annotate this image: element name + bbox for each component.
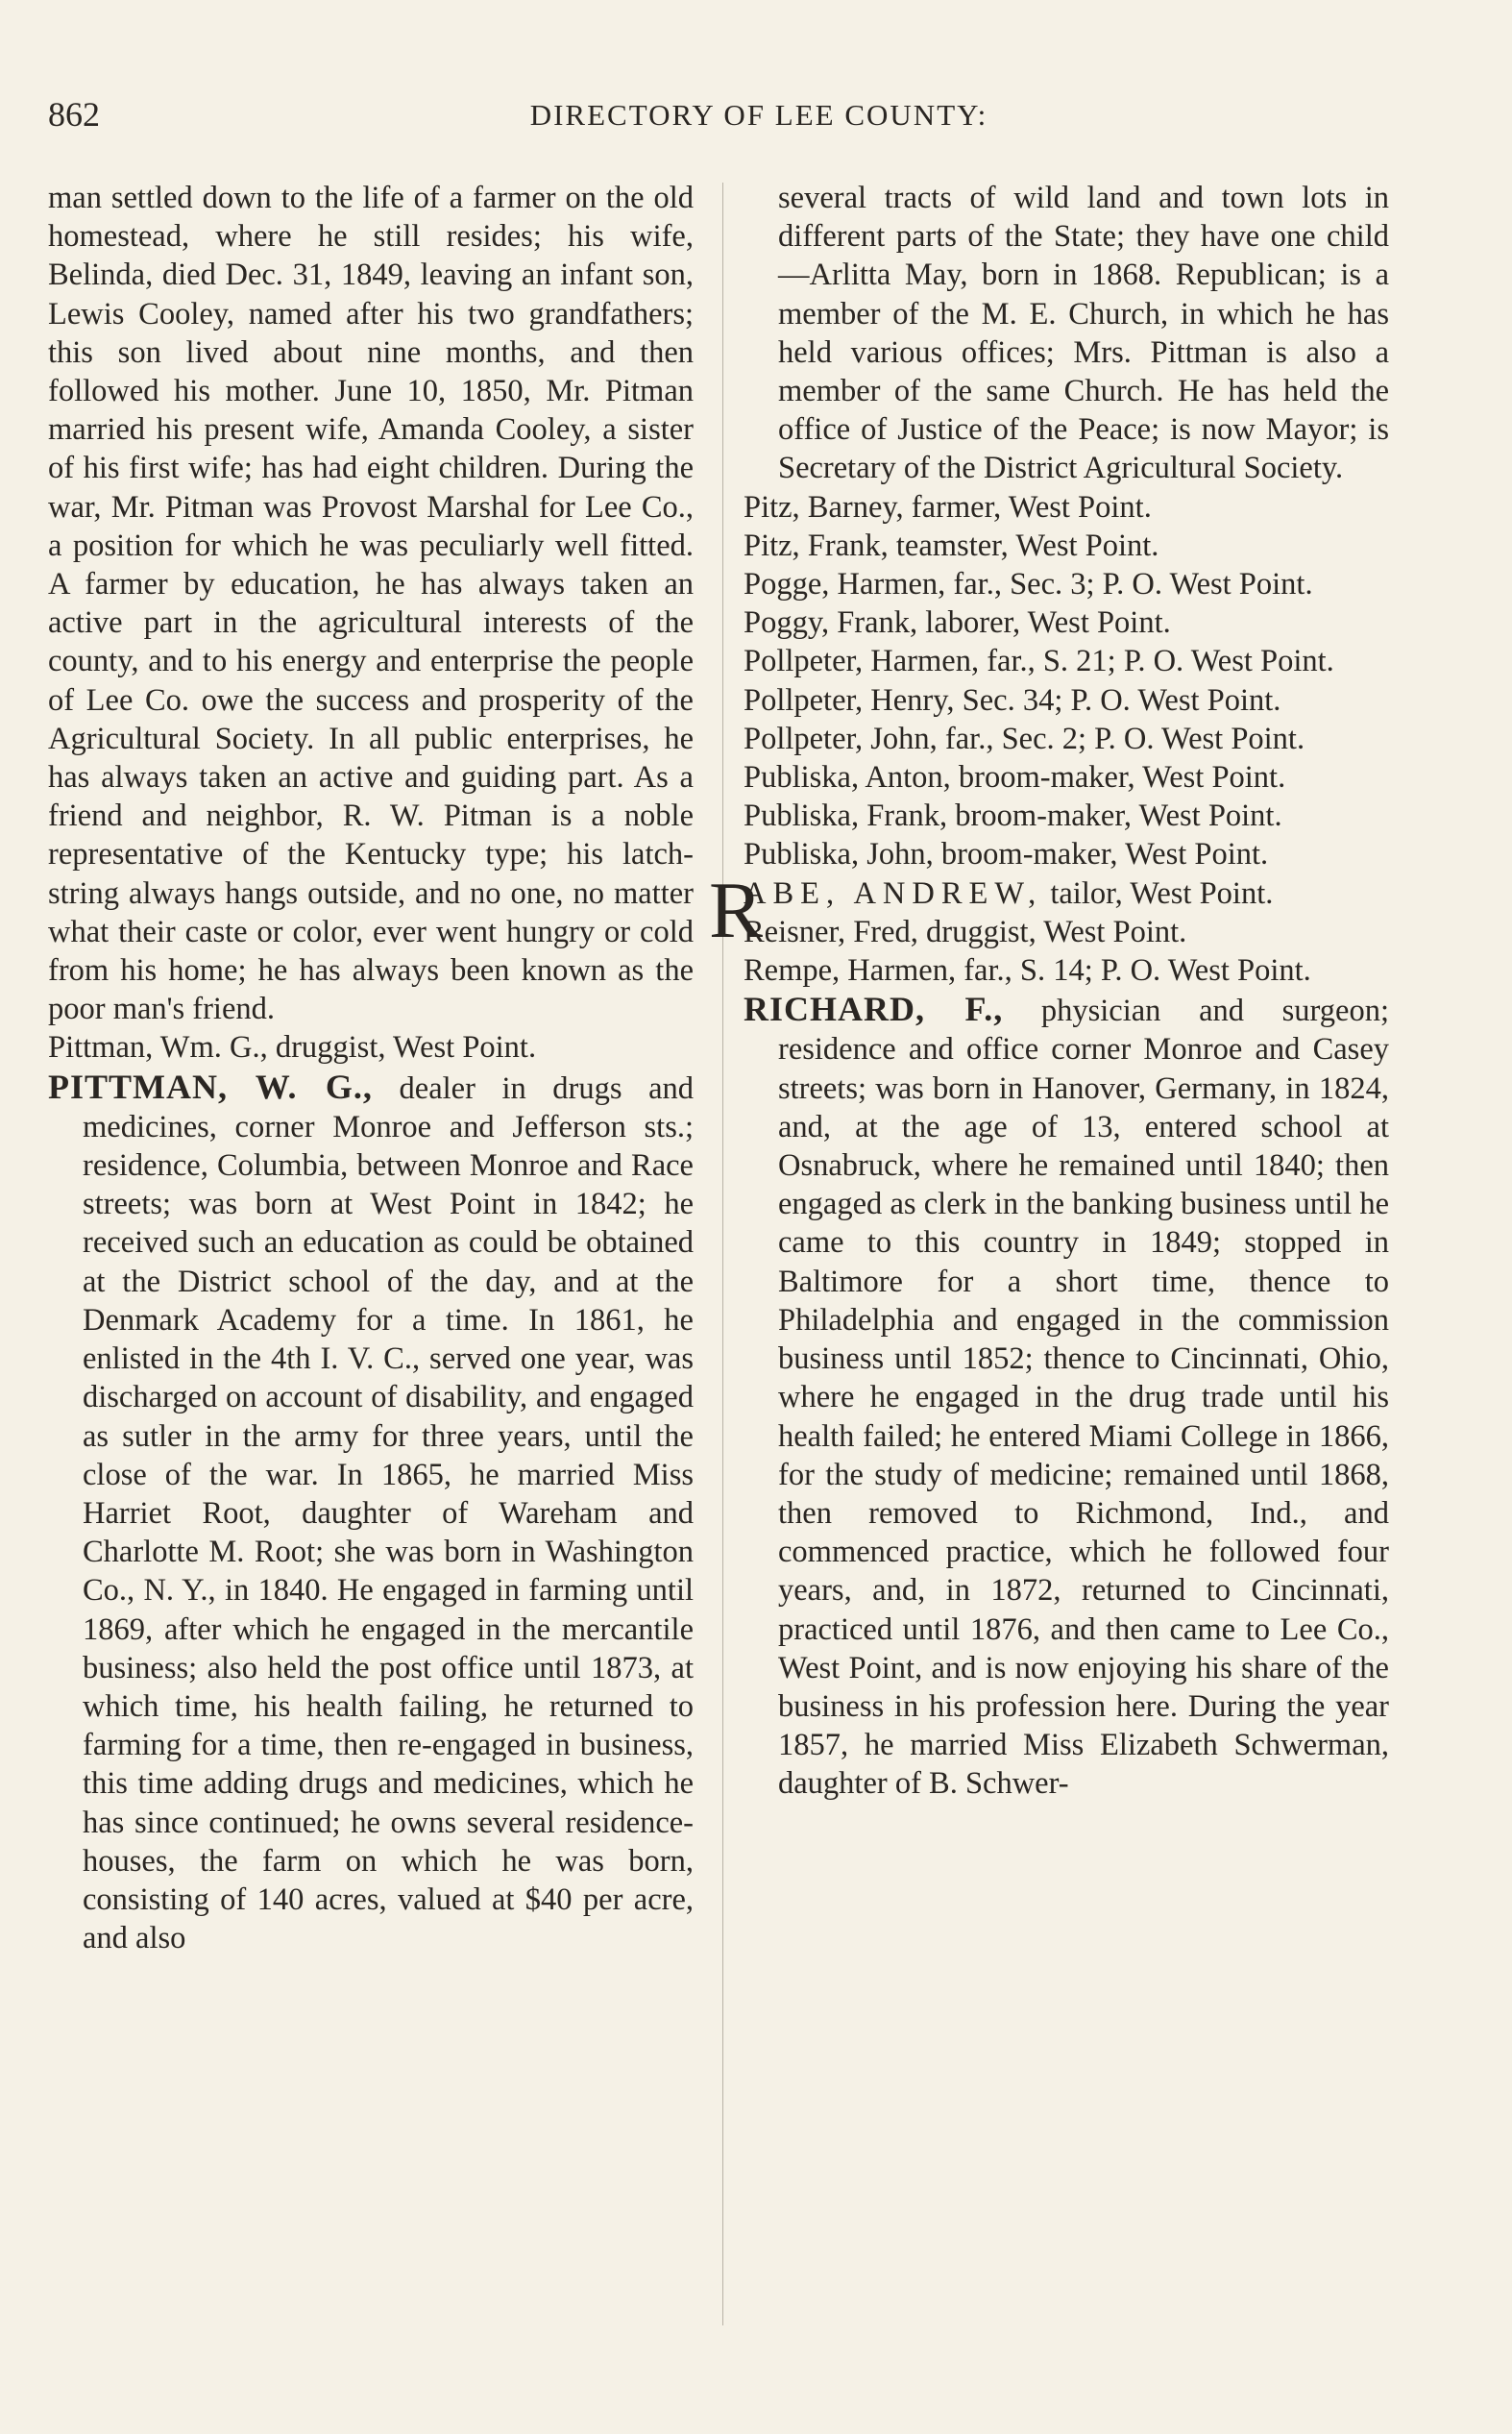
left-column xyxy=(48,179,694,1957)
directory-entry: Publiska, Frank, broom-maker, West Point. xyxy=(744,799,1282,834)
continued-biography-text: man settled down to the life of a farmer on the old homestead, where he still resides; his wife, Belinda, died Dec. 31, 1849, leaving an infant son, Lewis Cooley, named after his two grandfathers; this son lived about nine months, and then followed his mother. June 10, 1850, Mr. Pitman married his present wife, Amanda Cooley, a sister of his first wife; has had eight children. During the war, Mr. Pitman was Provost Marshal for Lee Co., a position for which he was peculiarly well fitted. A farmer by education, he has always taken an active part in the agricultural interests of the county, and to his energy and enterprise the people of Lee Co. owe the success and prosperity of the Agricultural Society. In all public enterprises, he has always taken an active and guiding part. As a friend and neighbor, R. W. Pitman is a noble representative of the Kentucky type; his latch-string always hangs outside, and no one, no matter what their caste or color, ever went hungry or cold from his home; he has always been known as the poor man's friend. xyxy=(48,181,694,1027)
column-divider xyxy=(722,183,723,2325)
directory-entry: Rempe, Harmen, far., S. 14; P. O. West Point. xyxy=(744,953,1311,989)
drop-cap: R xyxy=(709,865,764,955)
continued-biography-text: several tracts of wild land and town lots in different parts of the State; they have one child—Arlitta May, born in 1868. Republican; is a member of the M. E. Church, in which he has held various offices; Mrs. Pittman is also a member of the same Church. He has held the office of Justice of the Peace; is now Mayor; is Secretary of the District Agricultural Society. xyxy=(778,181,1389,486)
directory-entry: Pollpeter, Henry, Sec. 34; P. O. West Point. xyxy=(744,682,1281,718)
directory-entry: Reisner, Fred, druggist, West Point. xyxy=(744,914,1187,949)
directory-entry: Publiska, John, broom-maker, West Point. xyxy=(744,837,1269,873)
biography-name: RICHARD, F., xyxy=(744,990,1004,1029)
directory-entry: Pitz, Barney, farmer, West Point. xyxy=(744,489,1152,525)
biography-entry-pittman xyxy=(48,1068,694,1958)
directory-entry: Pittman, Wm. G., druggist, West Point. xyxy=(48,1030,537,1066)
biography-text: physician and surgeon; residence and office corner Monroe and Casey streets; was born in Hanover, Germany, in 1824, and, at the age of 13, entered school at Osnabruck, where he remained until 1840; then engaged as clerk in the banking business until he came to this country in 1849; stopped in Baltimore for a short time, thence to Philadelphia and engaged in the commission business until 1852; thence to Cincinnati, Ohio, where he engaged in the drug trade until his health failed; he entered Miami College in 1866, for the study of medicine; remained until 1868, then removed to Richmond, Ind., and commenced practice, which he followed four years, and, in 1872, returned to Cincinnati, practiced until 1876, and then came to Lee Co., West Point, and is now enjoying his share of the business in his profession here. During the year 1857, he married Miss Elizabeth Schwerman, daughter of B. Schwer- xyxy=(778,994,1389,1802)
directory-entry: Pogge, Harmen, far., Sec. 3; P. O. West Point. xyxy=(744,567,1313,602)
page-header xyxy=(48,94,1470,144)
directory-entry: Pollpeter, John, far., Sec. 2; P. O. West Point. xyxy=(744,721,1305,756)
page-number: 862 xyxy=(48,95,100,134)
entry-name-caps: ABE, ANDREW, xyxy=(744,875,1043,911)
right-column xyxy=(709,179,1389,1804)
entry-text: tailor, West Point. xyxy=(1042,875,1274,911)
directory-entry: Pitz, Frank, teamster, West Point. xyxy=(744,528,1159,563)
directory-entry: Pollpeter, Harmen, far., S. 21; P. O. West Point. xyxy=(744,644,1334,679)
directory-entry: Publiska, Anton, broom-maker, West Point. xyxy=(744,760,1286,796)
running-head: DIRECTORY OF LEE COUNTY: xyxy=(529,98,988,132)
directory-entry: Poggy, Frank, laborer, West Point. xyxy=(744,605,1171,641)
biography-text: dealer in drugs and medicines, corner Monroe and Jefferson sts.; residence, Columbia, between Monroe and Race streets; was born at West Point in 1842; he received such an education as could be obtained at the District school of the day, and at the Denmark Academy for a time. In 1861, he enlisted in the 4th I. V. C., served one year, was discharged on account of disability, and engaged as sutler in the army for three years, until the close of the war. In 1865, he married Miss Harriet Root, daughter of Wareham and Charlotte M. Root; she was born in Washington Co., N. Y., in 1840. He engaged in farming until 1869, after which he engaged in the mercantile business; also held the post office until 1873, at which time, his health failing, he returned to farming for a time, then re-engaged in business, this time adding drugs and medicines, which he has since continued; he owns several residence-houses, the farm on which he was born, consisting of 140 acres, valued at $40 per acre, and also xyxy=(83,1070,695,1956)
biography-entry-richard xyxy=(744,990,1389,1803)
biography-name: PITTMAN, W. G., xyxy=(48,1067,373,1106)
